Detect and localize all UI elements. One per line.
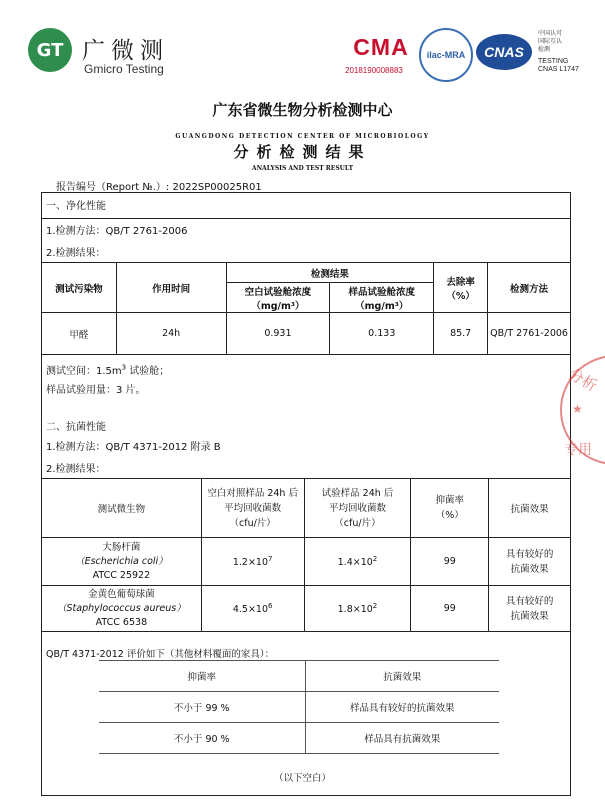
header-blank-unit: （mg/m³）	[251, 300, 305, 312]
header-removal-unit: （%）	[446, 290, 475, 302]
cell-blank: 0.931	[226, 313, 330, 355]
cell-blank-count	[201, 586, 304, 632]
table-header-row	[42, 479, 571, 538]
test-space-suffix: 试验舱；	[126, 366, 170, 377]
brand-name-en: Gmicro Testing	[84, 62, 164, 76]
header-rate	[411, 479, 489, 538]
testing-block	[538, 58, 579, 74]
center-title-en: GUANGDONG DETECTION CENTER OF MICROBIOLOGY	[175, 133, 430, 140]
organism-latin: （Staphylococcus aureus）	[57, 602, 186, 614]
cell-sample-count	[304, 586, 411, 632]
cma-logo: CMA	[353, 33, 409, 60]
header-blank-count	[201, 479, 304, 538]
eval-header-rate: 抑菌率	[99, 661, 305, 692]
frame-divider	[41, 218, 571, 219]
header-line: 抑菌率	[435, 495, 465, 506]
logo-mark: GT	[36, 39, 64, 61]
cell-method: QB/T 2761-2006	[488, 313, 571, 355]
stamp-text: 分析	[565, 364, 601, 396]
table-row	[99, 692, 499, 723]
testing-label: TESTING	[538, 58, 569, 65]
cnas-logo	[476, 34, 532, 70]
red-stamp	[560, 355, 605, 465]
stamp-text: 专用	[564, 442, 592, 458]
table-row	[42, 313, 571, 355]
accreditation-line: 中国认可	[538, 30, 563, 37]
count-exp: 6	[268, 601, 273, 610]
table-row	[42, 586, 571, 632]
header-blank	[226, 283, 330, 313]
accreditation-text	[538, 30, 562, 54]
cell-sample-count	[304, 538, 411, 586]
effect-line: 具有较好的	[505, 548, 554, 560]
purification-table	[41, 262, 571, 355]
organism-strain: ATCC 6538	[95, 616, 148, 628]
header-sample-unit: （mg/m³）	[355, 300, 409, 312]
header-removal-label: 去除率	[446, 276, 475, 288]
test-space-exp: 3	[121, 363, 127, 372]
section1-results-label: 2.检测结果：	[46, 248, 106, 259]
header-line: 平均回收菌数	[328, 502, 386, 514]
header-removal	[434, 263, 488, 313]
evaluation-table	[99, 660, 499, 754]
eval-header-effect: 抗菌效果	[305, 661, 499, 692]
count-base: 1.2×10	[232, 557, 269, 569]
eval-note: QB/T 4371-2012 评价如下（其他材料覆面的家具）：	[46, 649, 275, 660]
section2-heading: 二、抗菌性能	[46, 422, 106, 433]
count-exp: 2	[372, 554, 378, 563]
cell-rate: 99	[411, 538, 489, 586]
eval-cell-rate: 不小于 90 %	[99, 723, 305, 754]
header-pollutant: 测试污染物	[42, 263, 117, 313]
cell-organism	[42, 586, 202, 632]
organism-name: 大肠杆菌	[102, 541, 141, 553]
header-line: 试验样品 24h 后	[321, 487, 394, 499]
result-title-cn: 分析检测结果	[233, 143, 372, 161]
effect-line: 抗菌效果	[510, 563, 549, 575]
count-exp: 2	[372, 601, 378, 610]
effect-line: 抗菌效果	[510, 610, 549, 622]
gt-logo-icon	[28, 28, 72, 72]
section2-method: 1.检测方法：QB/T 4371-2012 附录 B	[46, 442, 221, 453]
header-results: 检测结果	[226, 263, 434, 283]
center-title-cn: 广东省微生物分析检测中心	[212, 101, 393, 119]
count-base: 4.5×10	[232, 604, 269, 616]
count-base: 1.4×10	[337, 557, 373, 569]
cell-sample: 0.133	[330, 313, 434, 355]
stamp-star-icon: ★	[572, 402, 583, 416]
header-blank-label: 空白试验舱浓度	[244, 286, 312, 298]
cell-removal: 85.7	[434, 313, 488, 355]
cell-blank-count	[201, 538, 304, 586]
test-space	[46, 362, 169, 377]
header-method: 检测方法	[488, 263, 571, 313]
organism-latin: （Escherichia coli）	[75, 555, 168, 567]
table-header-row	[99, 661, 499, 692]
header-line: 平均回收菌数	[224, 502, 282, 514]
result-title-en: ANALYSIS AND TEST RESULT	[251, 165, 354, 172]
header-line: 空白对照样品 24h 后	[207, 487, 298, 499]
cma-number: 2018190008883	[345, 66, 403, 75]
table-row	[99, 723, 499, 754]
header-organism: 测试微生物	[42, 479, 202, 538]
cell-effect	[489, 538, 571, 586]
header-sample-label: 样品试验舱浓度	[348, 286, 416, 298]
header-time: 作用时间	[116, 263, 226, 313]
cell-pollutant: 甲醛	[42, 313, 117, 355]
organism-name: 金黄色葡萄球菌	[88, 588, 155, 600]
sample-amount: 样品试验用量：3 片。	[46, 385, 146, 396]
cnas-text: CNAS	[484, 44, 524, 60]
eval-cell-rate: 不小于 99 %	[99, 692, 305, 723]
cell-rate: 99	[411, 586, 489, 632]
eval-cell-effect: 样品具有抗菌效果	[305, 723, 499, 754]
ilac-mra-logo	[419, 28, 473, 82]
table-row	[42, 538, 571, 586]
antibacterial-table	[41, 478, 571, 632]
header-sample-count	[304, 479, 411, 538]
section1-heading: 一、净化性能	[46, 201, 106, 212]
header-line: （cfu/片）	[229, 517, 276, 529]
report-number: 报告编号（Report №.）: 2022SP00025R01	[56, 182, 262, 193]
accreditation-line: 检测	[538, 46, 551, 53]
organism-strain: ATCC 25922	[92, 569, 151, 581]
test-space-prefix: 测试空间：1.5m	[46, 366, 122, 377]
count-exp: 7	[268, 554, 273, 563]
accreditation-line: 国际互认	[538, 38, 563, 45]
end-note: （以下空白）	[273, 773, 331, 784]
cell-time: 24h	[116, 313, 226, 355]
brand-name-cn: 广微测	[82, 38, 169, 64]
cnas-number: CNAS L1747	[538, 66, 579, 73]
header-sample	[330, 283, 434, 313]
stamp-clip	[560, 355, 605, 475]
header-line: （%）	[435, 510, 464, 521]
section1-method: 1.检测方法：QB/T 2761-2006	[46, 226, 188, 237]
header-line: （cfu/片）	[334, 517, 381, 529]
header-effect: 抗菌效果	[489, 479, 571, 538]
cell-effect	[489, 586, 571, 632]
effect-line: 具有较好的	[505, 595, 554, 607]
cell-organism	[42, 538, 202, 586]
ilac-text: ilac-MRA	[426, 50, 466, 60]
eval-cell-effect: 样品具有较好的抗菌效果	[305, 692, 499, 723]
count-base: 1.8×10	[337, 604, 373, 616]
section2-results-label: 2.检测结果：	[46, 464, 106, 475]
